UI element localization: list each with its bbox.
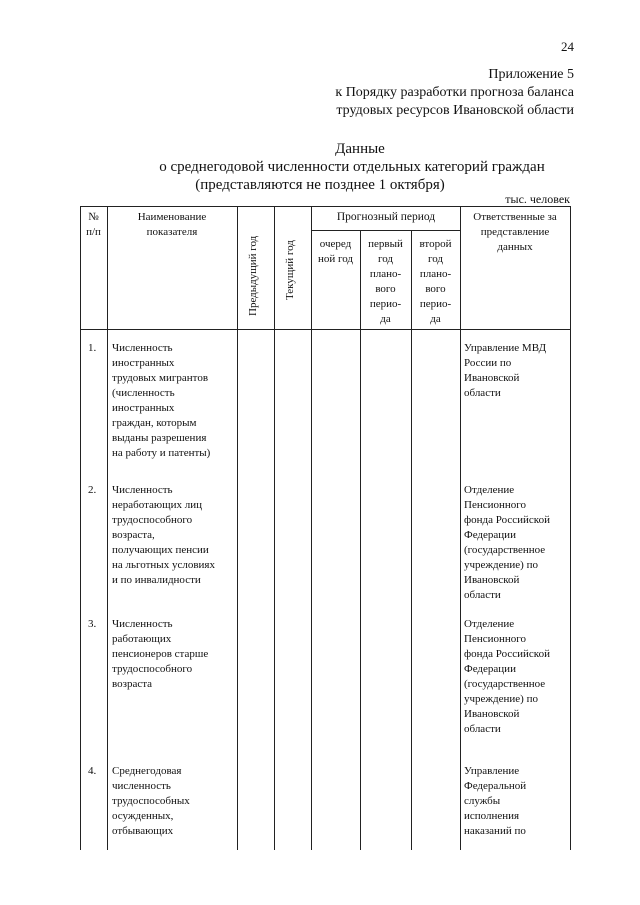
- header-first-plan-year: [360, 237, 411, 327]
- header-next-year-line: ной год: [317, 253, 354, 265]
- header-number-line: №: [88, 211, 99, 223]
- row-3-indicator-line: Численность: [112, 618, 173, 630]
- row-1-indicator-line: граждан, которым: [112, 417, 197, 429]
- header-second-year-line: вого: [425, 283, 446, 295]
- header-responsible-line: представление: [480, 226, 550, 238]
- appendix-line-3: трудовых ресурсов Ивановской области: [336, 103, 574, 118]
- row-3-indicator: [112, 617, 208, 692]
- row-2-indicator-line: Численность: [112, 484, 173, 496]
- row-2-indicator-line: получающих пенсии: [112, 544, 209, 556]
- row-1-indicator: [112, 341, 210, 461]
- row-4-indicator-line: трудоспособных: [112, 795, 190, 807]
- header-second-year-line: да: [430, 313, 441, 325]
- row-1-indicator-line: иностранных: [112, 402, 175, 414]
- header-number-line: п/п: [86, 226, 101, 238]
- row-3-indicator-line: трудоспособного: [112, 663, 193, 675]
- row-4-number: 4.: [88, 765, 97, 777]
- header-number: [80, 210, 107, 240]
- header-indicator-line: показателя: [146, 226, 198, 238]
- page-number: 24: [561, 39, 574, 54]
- row-1-responsible: [464, 341, 546, 401]
- header-first-year-line: перио-: [369, 298, 402, 310]
- row-3-responsible-line: фонда Российской: [464, 648, 550, 660]
- header-second-year-line: плано-: [419, 268, 452, 280]
- header-first-year-line: да: [380, 313, 391, 325]
- header-first-year-line: плано-: [369, 268, 402, 280]
- header-previous-year: Предыдущий год: [247, 235, 259, 316]
- row-4-responsible-line: службы: [464, 795, 501, 807]
- row-3-responsible-line: Отделение: [464, 618, 515, 630]
- row-4-indicator-line: численность: [112, 780, 171, 792]
- row-2-indicator: [112, 483, 215, 588]
- row-2-responsible-line: Федерации: [464, 529, 516, 541]
- header-forecast-period: Прогнозный период: [336, 211, 436, 223]
- row-2-indicator-line: возраста,: [112, 529, 155, 541]
- row-4-responsible-line: Федеральной: [464, 780, 527, 792]
- row-3-responsible-line: Федерации: [464, 663, 516, 675]
- row-4-indicator-line: осужденных,: [112, 810, 174, 822]
- header-next-year: [311, 237, 360, 267]
- row-4-responsible-line: Управление: [464, 765, 520, 777]
- appendix-line-1: Приложение 5: [488, 67, 574, 82]
- header-first-year-line: первый: [368, 238, 403, 250]
- header-responsible: [460, 210, 570, 255]
- header-next-year-line: очеред: [319, 238, 352, 250]
- title-line-2: о среднегодовой численности отдельных категорий граждан: [159, 159, 545, 175]
- header-responsible-line: данных: [497, 241, 533, 253]
- row-4-responsible: [464, 764, 526, 839]
- row-2-indicator-line: неработающих лиц: [112, 499, 203, 511]
- row-1-indicator-line: на работу и патенты): [112, 447, 211, 459]
- row-1-indicator-line: (численность: [112, 387, 175, 399]
- row-4-responsible-line: исполнения: [464, 810, 520, 822]
- header-indicator: [107, 210, 237, 240]
- header-second-year-line: второй: [419, 238, 452, 250]
- row-1-responsible-line: Управление МВД: [464, 342, 547, 354]
- row-4-responsible-line: наказаний по: [464, 825, 526, 837]
- header-first-year-line: вого: [375, 283, 396, 295]
- row-3-responsible-line: учреждение) по: [464, 693, 538, 705]
- row-2-indicator-line: на льготных условиях: [112, 559, 215, 571]
- row-1-indicator-line: иностранных: [112, 357, 175, 369]
- header-indicator-line: Наименование: [137, 211, 207, 223]
- row-1-indicator-line: Численность: [112, 342, 173, 354]
- header-second-year-line: перио-: [419, 298, 452, 310]
- row-2-responsible-line: Ивановской: [464, 574, 520, 586]
- header-first-year-line: год: [377, 253, 394, 265]
- row-3-responsible-line: (государственное: [464, 678, 546, 690]
- row-2-responsible-line: области: [464, 589, 501, 601]
- row-3-indicator-line: возраста: [112, 678, 153, 690]
- row-1-indicator-line: выданы разрешения: [112, 432, 207, 444]
- row-3-responsible-line: области: [464, 723, 501, 735]
- row-3-responsible: [464, 617, 550, 737]
- row-2-responsible-line: Отделение: [464, 484, 515, 496]
- row-1-responsible-line: России по: [464, 357, 512, 369]
- row-2-indicator-line: и по инвалидности: [112, 574, 201, 586]
- row-2-responsible: [464, 483, 550, 603]
- title-line-1: Данные: [335, 141, 385, 157]
- row-1-responsible-line: области: [464, 387, 501, 399]
- row-1-responsible-line: Ивановской: [464, 372, 520, 384]
- row-2-responsible-line: фонда Российской: [464, 514, 550, 526]
- row-4-indicator-line: отбывающих: [112, 825, 174, 837]
- row-2-indicator-line: трудоспособного: [112, 514, 193, 526]
- header-second-year-line: год: [427, 253, 444, 265]
- row-3-responsible-line: Ивановской: [464, 708, 520, 720]
- row-4-indicator-line: Среднегодовая: [112, 765, 182, 777]
- title-line-3: (представляются не позднее 1 октября): [195, 177, 445, 193]
- appendix-line-2: к Порядку разработки прогноза баланса: [335, 85, 574, 100]
- units-label: тыс. человек: [505, 192, 570, 206]
- row-3-responsible-line: Пенсионного: [464, 633, 526, 645]
- header-current-year: Текущий год: [284, 240, 296, 300]
- header-second-plan-year: [411, 237, 460, 327]
- row-2-responsible-line: (государственное: [464, 544, 546, 556]
- row-2-responsible-line: учреждение) по: [464, 559, 538, 571]
- row-4-indicator: [112, 764, 190, 839]
- row-2-responsible-line: Пенсионного: [464, 499, 526, 511]
- row-1-number: 1.: [88, 342, 97, 354]
- row-1-indicator-line: трудовых мигрантов: [112, 372, 209, 384]
- row-3-indicator-line: пенсионеров старше: [112, 648, 209, 660]
- row-2-number: 2.: [88, 484, 97, 496]
- row-3-indicator-line: работающих: [112, 633, 172, 645]
- header-responsible-line: Ответственные за: [473, 211, 557, 223]
- row-3-number: 3.: [88, 618, 97, 630]
